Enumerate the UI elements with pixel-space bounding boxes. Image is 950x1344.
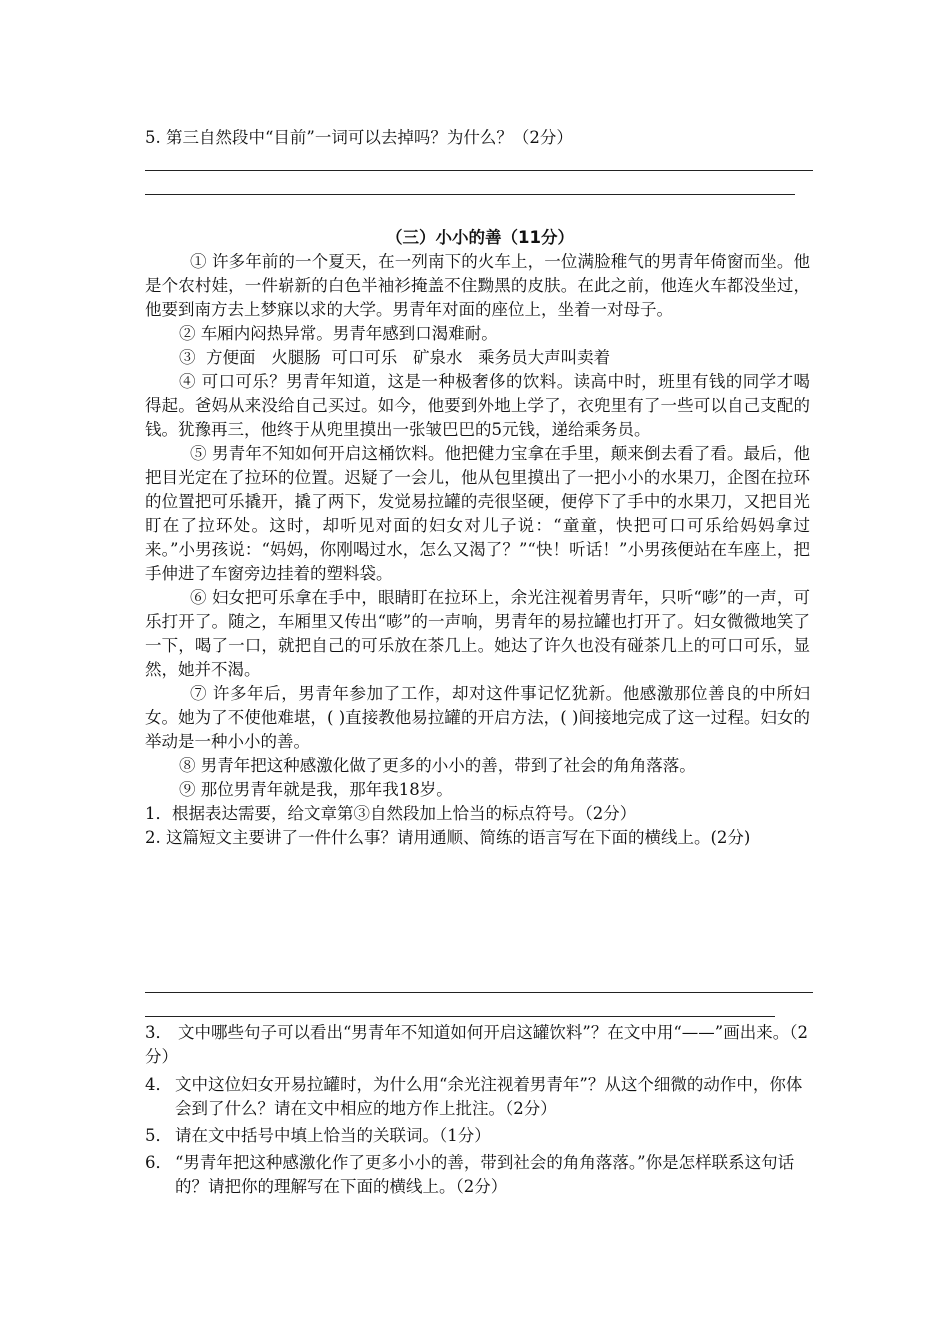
answer-line	[145, 992, 813, 993]
question-3	[145, 1021, 810, 1069]
paragraph-4: ④ 可口可乐？男青年知道，这是一种极奢侈的饮料。读高中时，班里有钱的同学才喝得起。爸妈从来没给自己买过。如今，他要到外地上学了，衣兜里有了一些可以自己支配的钱。犹豫再三，他终于从兜里摸出一张皱巴巴的5元钱，递给乘务员。	[145, 372, 810, 439]
paragraph-9: ⑨ 那位男青年就是我，那年我18岁。	[179, 780, 453, 799]
question-text: 文中这位妇女开易拉罐时，为什么用“余光注视着男青年”？从这个细微的动作中，你体会到了什么？请在文中相应的地方作上批注。（2分）	[175, 1075, 803, 1118]
question-text: “男青年把这种感激化作了更多小小的善，带到社会的角角落落。”你是怎样联系这句话的？请把你的理解写在下面的横线上。（2分）	[175, 1153, 795, 1196]
section-title: （三）小小的善（11分）	[386, 228, 574, 247]
paragraph-2: ② 车厢内闷热异常。男青年感到口渴难耐。	[179, 324, 498, 343]
article-body	[145, 250, 810, 850]
question-number: 3．	[145, 1023, 172, 1042]
answer-line	[145, 170, 813, 171]
paragraph-8: ⑧ 男青年把这种感激化做了更多的小小的善，带到了社会的角角落落。	[179, 756, 696, 775]
question-1: 1．根据表达需要，给文章第③自然段加上恰当的标点符号。（2分）	[145, 804, 637, 823]
question-5-top: 5. 第三自然段中“目前”一词可以去掉吗？为什么？（2分）	[145, 128, 573, 147]
question-number: 4．	[145, 1075, 172, 1094]
paragraph-5: ⑤ 男青年不知如何开启这桶饮料。他把健力宝拿在手里，颠来倒去看了看。最后，他把目光定在了拉环的位置。迟疑了一会儿，他从包里摸出了一把小小的水果刀，企图在拉环的位置把可乐撬开，撬了两下，发觉易拉罐的壳很坚硬，便停下了手中的水果刀，又把目光盯在了拉环处。这时，却听见对面的妇女对儿子说：“童童，快把可口可乐给妈妈拿过来。”小男孩说：“妈妈，你刚喝过水，怎么又渴了？”“快！听话！”小男孩便站在车座上，把手伸进了车窗旁边挂着的塑料袋。	[145, 444, 810, 583]
paragraph-3: ③ 方便面 火腿肠 可口可乐 矿泉水 乘务员大声叫卖着	[179, 348, 611, 367]
paragraph-1: ① 许多年前的一个夏天，在一列南下的火车上，一位满脸稚气的男青年倚窗而坐。他是个农村娃，一件崭新的白色半袖衫掩盖不住黝黑的皮肤。在此之前，他连火车都没坐过，他要到南方去上梦寐以求的大学。男青年对面的座位上，坐着一对母子。	[145, 252, 810, 319]
answer-line	[145, 1016, 775, 1017]
question-number: 6．	[145, 1153, 172, 1172]
paragraph-6: ⑥ 妇女把可乐拿在手中，眼睛盯在拉环上，余光注视着男青年，只听“嘭”的一声，可乐打开了。随之，车厢里又传出“嘭”的一声响，男青年的易拉罐也打开了。妇女微微地笑了一下，喝了一口，就把自己的可乐放在茶几上。她达了许久也没有碰茶几上的可口可乐，显然，她并不渴。	[145, 588, 810, 679]
paragraph-7: ⑦ 许多年后，男青年参加了工作，却对这件事记忆犹新。他感激那位善良的中所妇女。她为了不使他难堪，( )直接教他易拉罐的开启方法，( )间接地完成了这一过程。妇女的举动是一种小小的善。	[145, 684, 810, 751]
question-2: 2. 这篇短文主要讲了一件什么事？请用通顺、简练的语言写在下面的横线上。(2分)	[145, 828, 751, 847]
question-text: 请在文中括号中填上恰当的关联词。（1分）	[175, 1126, 491, 1145]
answer-line	[145, 194, 795, 195]
question-5	[145, 1124, 810, 1148]
question-number: 5．	[145, 1126, 172, 1145]
exam-page	[145, 0, 815, 1344]
question-4	[145, 1073, 810, 1121]
question-6	[145, 1151, 810, 1199]
question-text: 文中哪些句子可以看出“男青年不知道如何开启这罐饮料”？在文中用“——”画出来。（2分）	[145, 1023, 808, 1066]
questions-list	[145, 1021, 810, 1199]
